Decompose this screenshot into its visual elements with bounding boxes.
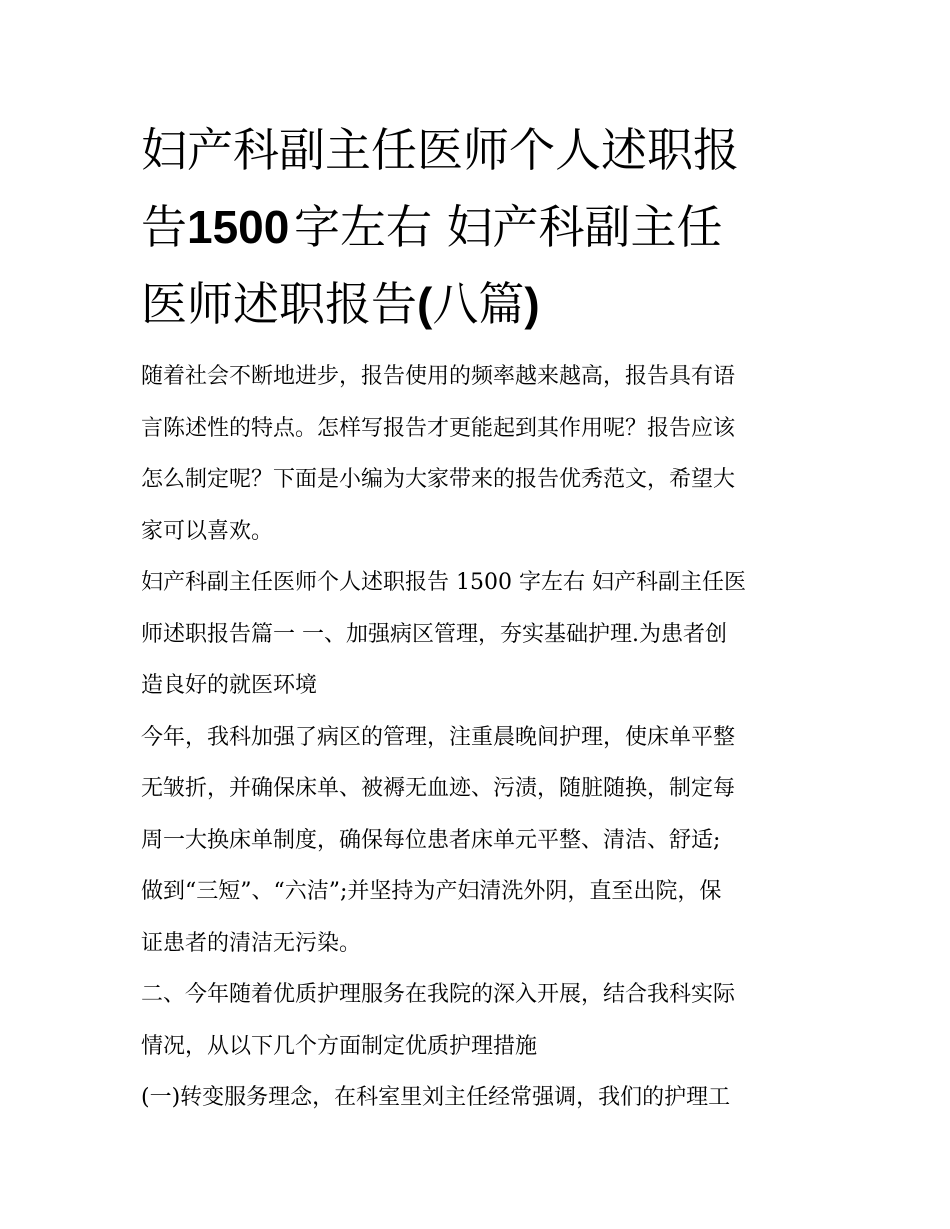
body-paragraph bbox=[141, 1072, 816, 1124]
document-body bbox=[141, 351, 816, 1124]
title-number: 1500 bbox=[187, 201, 290, 253]
section-heading-paragraph bbox=[141, 557, 816, 712]
title-text: 字左右 妇产科副主任 bbox=[293, 200, 723, 254]
text-line: 师述职报告篇一 一、加强病区管理，夯实基础护理.为患者创 bbox=[141, 621, 727, 647]
text-line: 造良好的就医环境 bbox=[141, 673, 318, 698]
title-line bbox=[141, 189, 816, 266]
text-line: (一)转变服务理念，在科室里刘主任经常强调，我们的护理工 bbox=[141, 1085, 731, 1110]
intro-paragraph bbox=[141, 351, 816, 557]
text-line: 言陈述性的特点。怎样写报告才更能起到其作用呢？报告应该 bbox=[141, 415, 736, 441]
title-paren-close: ) bbox=[524, 278, 540, 330]
text-line: 做到“三短”、“六洁”;并坚持为产妇清洗外阴，直至出院，保 bbox=[141, 879, 722, 904]
title-line bbox=[141, 266, 816, 343]
title-line bbox=[141, 112, 816, 189]
document-content bbox=[141, 112, 816, 1124]
title-text: 妇产科副主任医师个人述职报 bbox=[141, 123, 739, 177]
text-line: 怎么制定呢？下面是小编为大家带来的报告优秀范文，希望大 bbox=[141, 467, 736, 492]
text-line: 家可以喜欢。 bbox=[141, 518, 274, 544]
text-line: 证患者的清洁无污染。 bbox=[141, 930, 362, 956]
title-paren-open: ( bbox=[417, 278, 433, 330]
text-line: 周一大换床单制度，确保每位患者床单元平整、清洁、舒适; bbox=[141, 827, 721, 853]
title-text: 告 bbox=[141, 200, 187, 254]
document-title bbox=[141, 112, 816, 343]
text-line: 今年，我科加强了病区的管理，注重晨晚间护理，使床单平整 bbox=[141, 724, 736, 750]
text-line: 情况，从以下几个方面制定优质护理措施 bbox=[141, 1033, 538, 1059]
title-text: 医师述职报告 bbox=[141, 277, 417, 331]
text-line: 无皱折，并确保床单、被褥无血迹、污渍，随脏随换，制定每 bbox=[141, 776, 736, 801]
text-line: 妇产科副主任医师个人述职报告 1500 字左右 妇产科副主任医 bbox=[141, 570, 746, 595]
body-paragraph bbox=[141, 712, 816, 970]
text-line: 随着社会不断地进步，报告使用的频率越来越高，报告具有语 bbox=[141, 364, 736, 389]
title-text: 八篇 bbox=[432, 277, 525, 331]
text-line: 二、今年随着优质护理服务在我院的深入开展，结合我科实际 bbox=[141, 982, 736, 1007]
body-paragraph bbox=[141, 969, 816, 1072]
